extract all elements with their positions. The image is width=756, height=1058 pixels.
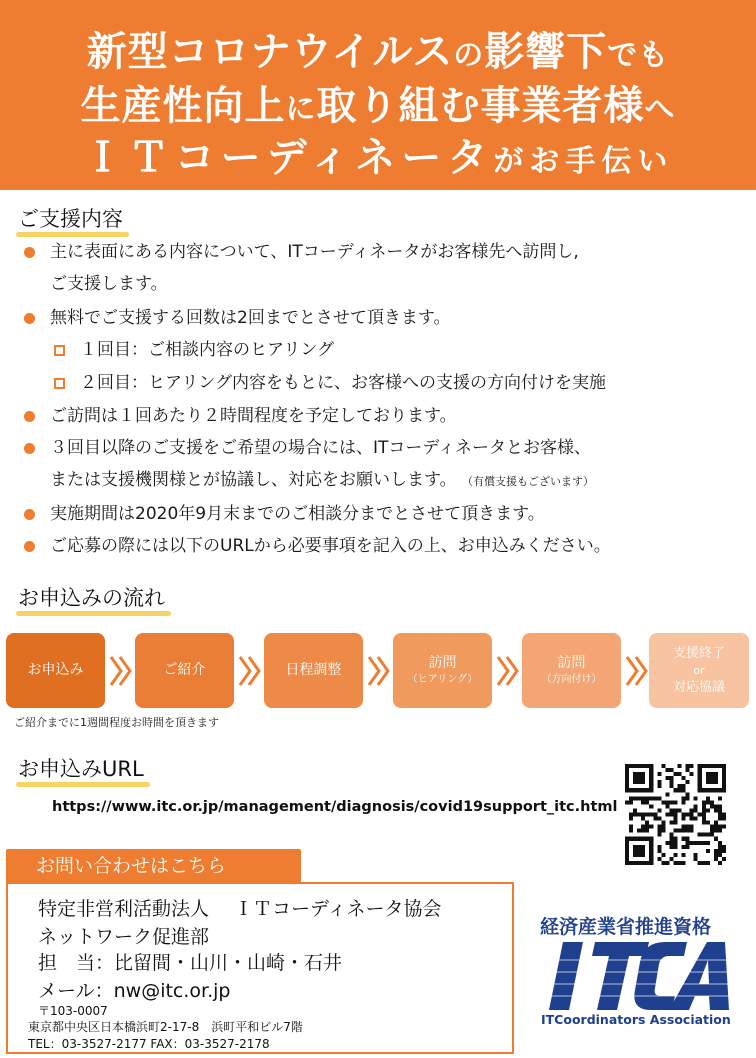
chevron-right-icon [625, 655, 649, 687]
list-item [18, 530, 748, 562]
flow-note: ご紹介までに1週間程度お時間を頂きます [14, 716, 219, 729]
headline-text: に [285, 92, 317, 127]
support-section-title [18, 203, 123, 233]
flow-step-introduction [135, 633, 234, 708]
flow-step-completion [649, 633, 749, 708]
list-item [18, 432, 748, 464]
list-item-text: ご支援します。 [50, 274, 168, 294]
flow-step-label: 対応協議 [672, 680, 725, 695]
headline-text: 新型コロナウイルス [86, 29, 454, 75]
flow-step-label: 支援終了 [672, 646, 725, 661]
list-item [18, 498, 748, 530]
headline-text: でも [607, 38, 670, 73]
flow-step-visit-hearing [393, 633, 492, 708]
bullet-dot-icon [24, 411, 35, 422]
department-name: ネットワーク促進部 [38, 926, 210, 948]
flow-step-or: or [693, 664, 705, 677]
list-item-text: 無料でご支援する回数は2回までとさせて頂きます。 [50, 308, 451, 328]
headline-text: 取り組む事業者様 [316, 83, 645, 129]
flow-step-sublabel: （ヒアリング） [407, 674, 478, 685]
list-item-continuation [18, 464, 748, 498]
bullet-dot-icon [24, 443, 35, 454]
logo-mark-text: ITCA [537, 938, 540, 939]
list-item [18, 400, 748, 432]
headline-text: がお手伝い [493, 144, 674, 179]
headline-text: の [453, 38, 485, 73]
qr-code-icon [625, 764, 726, 865]
header-banner [0, 0, 756, 190]
support-title-text: ご支援内容 [18, 207, 123, 231]
flow-step-apply [6, 633, 105, 708]
sub-list-item [18, 334, 748, 367]
list-item-text: ３回目以降のご支援をご希望の場合には、ITコーディネータとお客様、 [50, 438, 592, 458]
bullet-dot-icon [24, 313, 35, 324]
paid-support-note: （有償支援もございます） [462, 475, 595, 488]
postal-address: 東京都中央区日本橋浜町2-17-8 浜町平和ビル7階 [28, 1020, 303, 1034]
headline-text: 影響下 [484, 29, 608, 75]
postal-code: 〒103-0007 [38, 1004, 108, 1018]
flow-step-label: 日程調整 [285, 662, 342, 678]
headline-text: へ [644, 92, 676, 127]
square-bullet-icon [54, 378, 65, 389]
headline-line-2 [0, 74, 756, 131]
flow-step-label: 訪問 [557, 655, 586, 671]
support-list [18, 236, 748, 562]
list-item [18, 302, 748, 334]
list-item [18, 236, 748, 268]
chevron-right-icon [367, 655, 391, 687]
sub-item-text: ２回目：ヒアリング内容をもとに、お客様への支援の方向付けを実施 [80, 373, 606, 393]
headline-line-3 [0, 126, 756, 183]
list-item-text: 実施期間は2020年9月末までのご相談分までとさせて頂きます。 [50, 504, 545, 524]
contact-email: メール：nw@itc.or.jp [38, 980, 231, 1002]
flow-title-text: お申込みの流れ [18, 586, 165, 610]
contact-box [6, 882, 514, 1054]
square-bullet-icon [54, 345, 65, 356]
apply-title-text: お申込みURL [18, 757, 144, 781]
list-item-continuation [18, 268, 748, 300]
list-item-text: ご訪問は１回あたり２時間程度を予定しております。 [50, 406, 457, 426]
chevron-right-icon [238, 655, 262, 687]
flow-step-sublabel: （方向付け） [541, 674, 602, 685]
flow-step-label: ご紹介 [163, 662, 206, 678]
bullet-dot-icon [24, 509, 35, 520]
headline-text: ＩＴコーディネータ [82, 135, 494, 181]
flow-section-title [18, 582, 165, 612]
headline-line-1 [0, 20, 756, 77]
title-underline [16, 782, 150, 787]
chevron-right-icon [496, 655, 520, 687]
flow-step-label: 訪問 [428, 655, 457, 671]
list-item-text: ご応募の際には以下のURLから必要事項を記入の上、お申込みください。 [50, 536, 611, 556]
phone-fax: TEL：03-3527-2177 FAX：03-3527-2178 [28, 1037, 270, 1051]
itca-logo [537, 938, 733, 1014]
flow-step-scheduling [264, 633, 363, 708]
application-url-link[interactable]: https://www.itc.or.jp/management/diagnosis/covid19support_itc.html [52, 799, 618, 815]
bullet-dot-icon [24, 541, 35, 552]
contact-tab-heading: お問い合わせはこちら [6, 849, 301, 883]
itca-name: ITCoordinators Association [541, 1012, 731, 1027]
application-flow [6, 633, 756, 708]
bullet-dot-icon [24, 247, 35, 258]
list-item-text: 主に表面にある内容について、ITコーディネータがお客様先へ訪問し, [50, 242, 579, 262]
list-item-text: または支援機関様とが協議し、対応をお願いします。 [50, 470, 457, 490]
flow-step-visit-direction [522, 633, 621, 708]
apply-url-section-title [18, 753, 144, 783]
organization-name: 特定非営利活動法人 ＩＴコーディネータ協会 [38, 898, 442, 920]
sub-item-text: １回目：ご相談内容のヒアリング [80, 340, 334, 360]
title-underline [16, 611, 171, 616]
headline-text: 生産性向上 [80, 83, 286, 129]
chevron-right-icon [109, 655, 133, 687]
sub-list-item [18, 367, 748, 400]
flow-step-label: お申込み [27, 662, 84, 678]
meti-certification-label: 経済産業省推進資格 [540, 916, 712, 938]
staff-names: 担 当：比留間・山川・山崎・石井 [38, 952, 343, 974]
